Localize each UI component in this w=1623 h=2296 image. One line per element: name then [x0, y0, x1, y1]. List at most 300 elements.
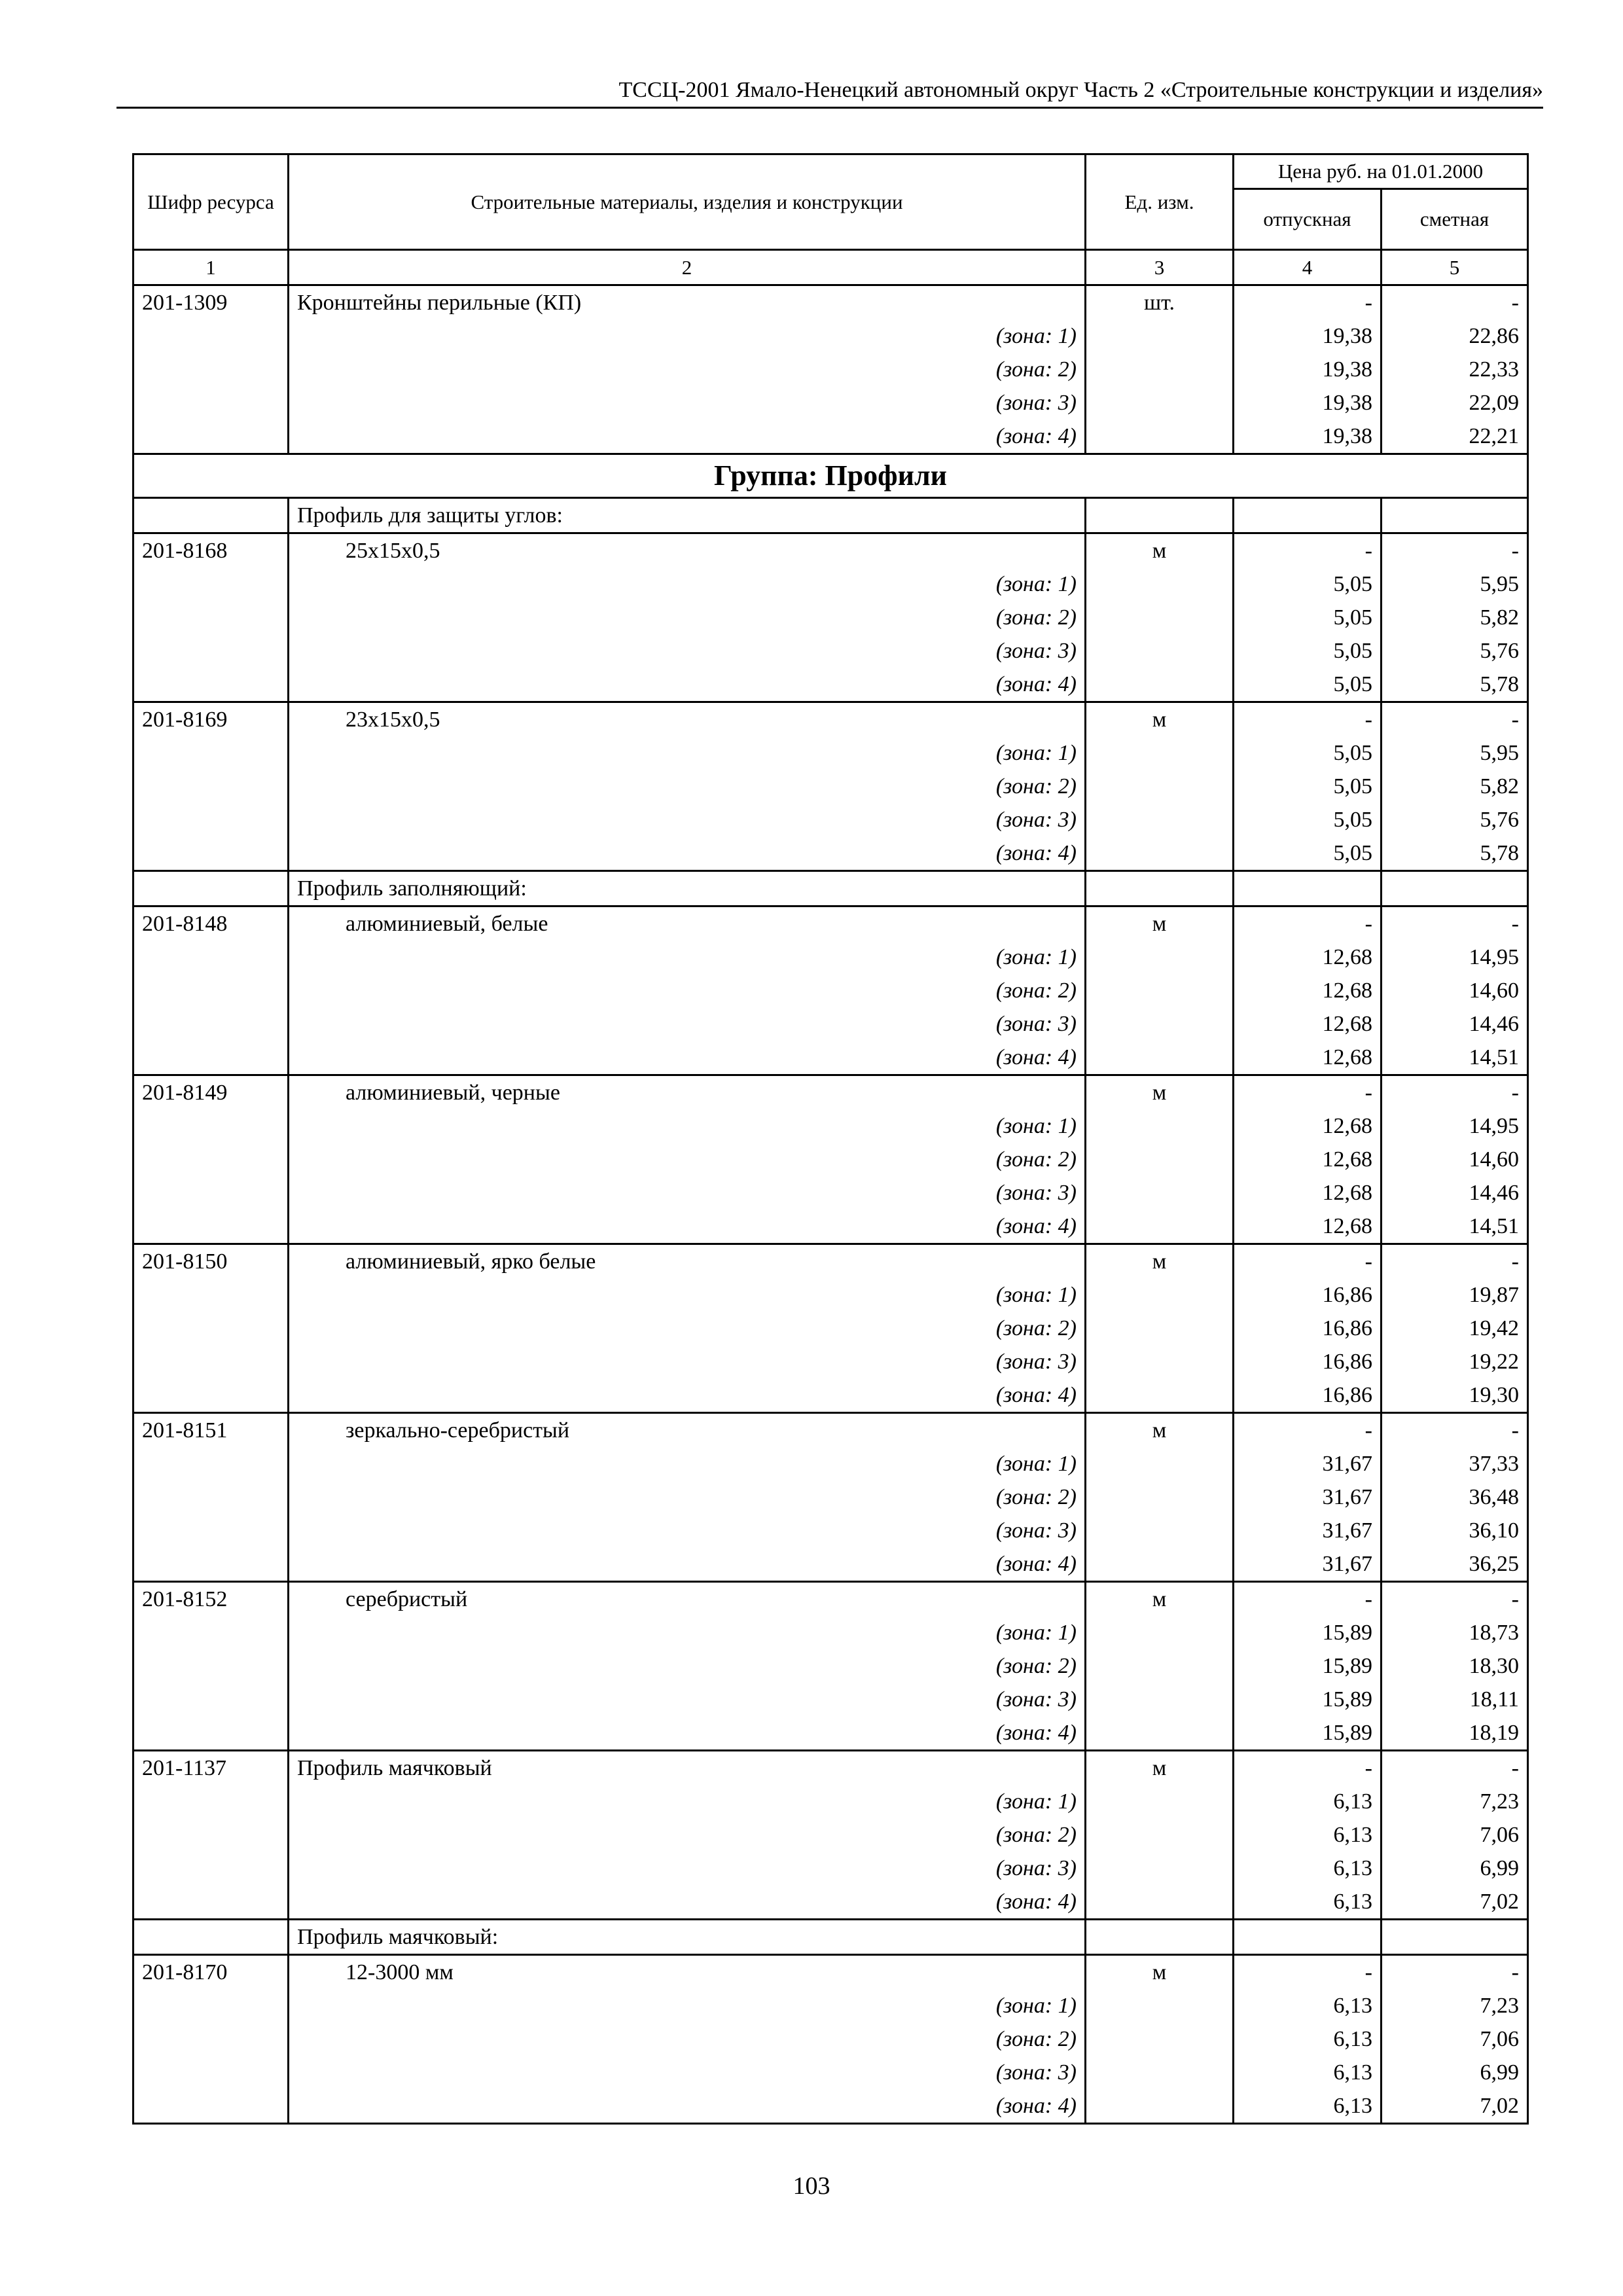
zone-row	[134, 1480, 1528, 1514]
unit-cell	[1086, 2089, 1234, 2124]
zone-label: (зона: 1)	[289, 1109, 1086, 1143]
estimate-price: 5,78	[1382, 836, 1528, 871]
unit-cell	[1086, 601, 1234, 634]
estimate-price: 18,30	[1382, 1649, 1528, 1683]
section-heading-row	[134, 871, 1528, 906]
unit-cell	[1086, 1480, 1234, 1514]
code-cell	[134, 1852, 289, 1885]
zone-label: (зона: 1)	[289, 941, 1086, 974]
price-cell	[1234, 1920, 1382, 1955]
col-number: 2	[289, 250, 1086, 285]
code-cell	[134, 319, 289, 353]
wholesale-price: 12,68	[1234, 1007, 1382, 1041]
zone-label: (зона: 1)	[289, 1616, 1086, 1649]
wholesale-price: 5,05	[1234, 668, 1382, 702]
wholesale-price: 6,13	[1234, 2089, 1382, 2124]
table-row	[134, 1244, 1528, 1279]
code-cell	[134, 1378, 289, 1413]
code-cell	[134, 1818, 289, 1852]
wholesale-price: 16,86	[1234, 1378, 1382, 1413]
code-cell	[134, 736, 289, 770]
unit-cell	[1086, 634, 1234, 668]
unit-cell	[1086, 1818, 1234, 1852]
wholesale-price: 12,68	[1234, 1143, 1382, 1176]
wholesale-price: 15,89	[1234, 1616, 1382, 1649]
page-number: 103	[793, 2172, 830, 2200]
zone-row	[134, 1616, 1528, 1649]
col-header-unit: Ед. изм.	[1086, 154, 1234, 250]
material-name: Профиль маячковый	[289, 1751, 1086, 1785]
code-cell	[134, 1885, 289, 1920]
zone-label: (зона: 4)	[289, 668, 1086, 702]
wholesale-price: 12,68	[1234, 1109, 1382, 1143]
estimate-price: 5,95	[1382, 736, 1528, 770]
zone-row	[134, 319, 1528, 353]
zone-row	[134, 1378, 1528, 1413]
price-cell	[1234, 871, 1382, 906]
zone-row	[134, 1683, 1528, 1716]
code-cell	[134, 1480, 289, 1514]
estimate-price: -	[1382, 533, 1528, 568]
code-cell	[134, 2089, 289, 2124]
col-number: 1	[134, 250, 289, 285]
estimate-price: 19,87	[1382, 1278, 1528, 1312]
wholesale-price: 12,68	[1234, 974, 1382, 1007]
estimate-price: 5,82	[1382, 601, 1528, 634]
zone-row	[134, 1885, 1528, 1920]
table-row	[134, 1751, 1528, 1785]
zone-label: (зона: 1)	[289, 736, 1086, 770]
unit-cell	[1086, 1547, 1234, 1582]
zone-label: (зона: 4)	[289, 1885, 1086, 1920]
estimate-price: -	[1382, 1244, 1528, 1279]
unit-of-measure: м	[1086, 702, 1234, 737]
wholesale-price: 19,38	[1234, 420, 1382, 454]
unit-cell	[1086, 1007, 1234, 1041]
zone-label: (зона: 4)	[289, 2089, 1086, 2124]
wholesale-price: 5,05	[1234, 567, 1382, 601]
estimate-price: 6,99	[1382, 2056, 1528, 2089]
zone-label: (зона: 1)	[289, 1447, 1086, 1480]
group-row	[134, 454, 1528, 498]
unit-cell	[1086, 1345, 1234, 1378]
wholesale-price: 31,67	[1234, 1447, 1382, 1480]
unit-cell	[1086, 1041, 1234, 1075]
code-cell	[134, 1312, 289, 1345]
code-cell	[134, 1683, 289, 1716]
material-name: 25х15х0,5	[289, 533, 1086, 568]
estimate-price: 18,19	[1382, 1716, 1528, 1751]
zone-row	[134, 353, 1528, 386]
estimate-price: 7,23	[1382, 1989, 1528, 2022]
zone-label: (зона: 1)	[289, 567, 1086, 601]
estimate-price: 14,95	[1382, 941, 1528, 974]
unit-cell	[1086, 1210, 1234, 1244]
material-name: 23х15х0,5	[289, 702, 1086, 737]
zone-label: (зона: 2)	[289, 1143, 1086, 1176]
unit-cell	[1086, 1109, 1234, 1143]
code-cell	[134, 1616, 289, 1649]
wholesale-price: -	[1234, 1244, 1382, 1279]
estimate-price: 5,78	[1382, 668, 1528, 702]
zone-row	[134, 1109, 1528, 1143]
estimate-price: -	[1382, 1955, 1528, 1990]
zone-row	[134, 1007, 1528, 1041]
zone-label: (зона: 3)	[289, 1852, 1086, 1885]
estimate-price: 14,51	[1382, 1210, 1528, 1244]
estimate-price: -	[1382, 1751, 1528, 1785]
estimate-price: 14,46	[1382, 1007, 1528, 1041]
estimate-price: 36,10	[1382, 1514, 1528, 1547]
price-cell	[1234, 498, 1382, 533]
table-row	[134, 533, 1528, 568]
wholesale-price: -	[1234, 1582, 1382, 1617]
zone-label: (зона: 4)	[289, 1378, 1086, 1413]
zone-row	[134, 386, 1528, 420]
estimate-price: 36,48	[1382, 1480, 1528, 1514]
zone-row	[134, 2056, 1528, 2089]
zone-row	[134, 1716, 1528, 1751]
code-cell	[134, 420, 289, 454]
unit-cell	[1086, 420, 1234, 454]
estimate-price: 5,95	[1382, 567, 1528, 601]
zone-row	[134, 1447, 1528, 1480]
material-name: зеркально-серебристый	[289, 1413, 1086, 1448]
code-cell	[134, 803, 289, 836]
estimate-price: 18,73	[1382, 1616, 1528, 1649]
code-cell	[134, 1514, 289, 1547]
section-heading-row	[134, 498, 1528, 533]
wholesale-price: -	[1234, 1075, 1382, 1110]
price-table	[132, 153, 1529, 2125]
zone-label: (зона: 2)	[289, 1480, 1086, 1514]
table-row	[134, 702, 1528, 737]
wholesale-price: 6,13	[1234, 1785, 1382, 1818]
zone-row	[134, 668, 1528, 702]
estimate-price: 19,42	[1382, 1312, 1528, 1345]
wholesale-price: 31,67	[1234, 1480, 1382, 1514]
table-row	[134, 1955, 1528, 1990]
code-cell	[134, 1785, 289, 1818]
table-row	[134, 906, 1528, 941]
code-cell	[134, 1920, 289, 1955]
zone-label: (зона: 4)	[289, 1547, 1086, 1582]
zone-row	[134, 1278, 1528, 1312]
unit-of-measure: м	[1086, 1751, 1234, 1785]
unit-cell	[1086, 1312, 1234, 1345]
unit-cell	[1086, 1852, 1234, 1885]
resource-code: 201-8169	[134, 702, 289, 737]
unit-of-measure: м	[1086, 1955, 1234, 1990]
zone-label: (зона: 3)	[289, 2056, 1086, 2089]
zone-label: (зона: 2)	[289, 1818, 1086, 1852]
col-header-code: Шифр ресурса	[134, 154, 289, 250]
wholesale-price: -	[1234, 1413, 1382, 1448]
zone-label: (зона: 1)	[289, 1785, 1086, 1818]
estimate-price: 19,30	[1382, 1378, 1528, 1413]
section-heading: Профиль заполняющий:	[289, 871, 1086, 906]
code-cell	[134, 941, 289, 974]
resource-code: 201-8152	[134, 1582, 289, 1617]
unit-cell	[1086, 2056, 1234, 2089]
code-cell	[134, 1109, 289, 1143]
zone-label: (зона: 2)	[289, 974, 1086, 1007]
code-cell	[134, 498, 289, 533]
estimate-price: 36,25	[1382, 1547, 1528, 1582]
unit-cell	[1086, 770, 1234, 803]
zone-label: (зона: 3)	[289, 1176, 1086, 1210]
code-cell	[134, 2022, 289, 2056]
price-cell	[1382, 498, 1528, 533]
resource-code: 201-8170	[134, 1955, 289, 1990]
wholesale-price: 15,89	[1234, 1683, 1382, 1716]
estimate-price: -	[1382, 906, 1528, 941]
table-row	[134, 1582, 1528, 1617]
unit-cell	[1086, 1447, 1234, 1480]
unit-cell	[1086, 1649, 1234, 1683]
wholesale-price: 16,86	[1234, 1278, 1382, 1312]
wholesale-price: 6,13	[1234, 1852, 1382, 1885]
zone-label: (зона: 1)	[289, 1989, 1086, 2022]
zone-label: (зона: 3)	[289, 634, 1086, 668]
estimate-price: 7,02	[1382, 1885, 1528, 1920]
estimate-price: -	[1382, 1582, 1528, 1617]
code-cell	[134, 770, 289, 803]
wholesale-price: 16,86	[1234, 1312, 1382, 1345]
wholesale-price: 16,86	[1234, 1345, 1382, 1378]
zone-label: (зона: 4)	[289, 1210, 1086, 1244]
zone-row	[134, 1989, 1528, 2022]
zone-label: (зона: 1)	[289, 319, 1086, 353]
wholesale-price: 31,67	[1234, 1547, 1382, 1582]
zone-row	[134, 1176, 1528, 1210]
estimate-price: -	[1382, 285, 1528, 320]
unit-cell	[1086, 668, 1234, 702]
zone-row	[134, 567, 1528, 601]
estimate-price: 14,60	[1382, 1143, 1528, 1176]
unit-cell	[1086, 1920, 1234, 1955]
code-cell	[134, 1176, 289, 1210]
estimate-price: 22,21	[1382, 420, 1528, 454]
section-heading: Профиль маячковый:	[289, 1920, 1086, 1955]
wholesale-price: 31,67	[1234, 1514, 1382, 1547]
unit-cell	[1086, 1378, 1234, 1413]
unit-cell	[1086, 803, 1234, 836]
estimate-price: -	[1382, 1075, 1528, 1110]
zone-row	[134, 2022, 1528, 2056]
price-cell	[1382, 1920, 1528, 1955]
unit-cell	[1086, 1989, 1234, 2022]
unit-of-measure: шт.	[1086, 285, 1234, 320]
unit-cell	[1086, 567, 1234, 601]
wholesale-price: 15,89	[1234, 1716, 1382, 1751]
code-cell	[134, 386, 289, 420]
zone-label: (зона: 3)	[289, 1345, 1086, 1378]
wholesale-price: -	[1234, 1955, 1382, 1990]
code-cell	[134, 1143, 289, 1176]
wholesale-price: 6,13	[1234, 1989, 1382, 2022]
code-cell	[134, 353, 289, 386]
zone-label: (зона: 2)	[289, 353, 1086, 386]
material-name: серебристый	[289, 1582, 1086, 1617]
resource-code: 201-8168	[134, 533, 289, 568]
wholesale-price: 5,05	[1234, 601, 1382, 634]
unit-cell	[1086, 1514, 1234, 1547]
wholesale-price: -	[1234, 1751, 1382, 1785]
unit-of-measure: м	[1086, 1582, 1234, 1617]
zone-label: (зона: 3)	[289, 386, 1086, 420]
unit-cell	[1086, 1176, 1234, 1210]
unit-cell	[1086, 736, 1234, 770]
code-cell	[134, 1989, 289, 2022]
estimate-price: 5,76	[1382, 803, 1528, 836]
zone-row	[134, 1210, 1528, 1244]
code-cell	[134, 1447, 289, 1480]
section-heading: Профиль для защиты углов:	[289, 498, 1086, 533]
resource-code: 201-8148	[134, 906, 289, 941]
estimate-price: 5,76	[1382, 634, 1528, 668]
col-header-price: Цена руб. на 01.01.2000	[1234, 154, 1528, 189]
code-cell	[134, 1649, 289, 1683]
zone-label: (зона: 2)	[289, 1312, 1086, 1345]
resource-code: 201-1309	[134, 285, 289, 320]
material-name: 12-3000 мм	[289, 1955, 1086, 1990]
zone-label: (зона: 4)	[289, 1716, 1086, 1751]
zone-row	[134, 736, 1528, 770]
unit-cell	[1086, 941, 1234, 974]
table-row	[134, 1413, 1528, 1448]
estimate-price: 22,86	[1382, 319, 1528, 353]
code-cell	[134, 1345, 289, 1378]
code-cell	[134, 2056, 289, 2089]
unit-cell	[1086, 871, 1234, 906]
wholesale-price: 19,38	[1234, 386, 1382, 420]
estimate-price: 37,33	[1382, 1447, 1528, 1480]
wholesale-price: 12,68	[1234, 1176, 1382, 1210]
unit-cell	[1086, 1885, 1234, 1920]
zone-row	[134, 974, 1528, 1007]
zone-row	[134, 1649, 1528, 1683]
zone-row	[134, 601, 1528, 634]
unit-cell	[1086, 1278, 1234, 1312]
code-cell	[134, 1278, 289, 1312]
table-row	[134, 285, 1528, 320]
wholesale-price: 5,05	[1234, 803, 1382, 836]
estimate-price: 19,22	[1382, 1345, 1528, 1378]
code-cell	[134, 974, 289, 1007]
zone-row	[134, 1852, 1528, 1885]
unit-cell	[1086, 1616, 1234, 1649]
wholesale-price: 12,68	[1234, 1210, 1382, 1244]
unit-of-measure: м	[1086, 1413, 1234, 1448]
zone-label: (зона: 2)	[289, 601, 1086, 634]
estimate-price: 18,11	[1382, 1683, 1528, 1716]
unit-of-measure: м	[1086, 533, 1234, 568]
zone-label: (зона: 1)	[289, 1278, 1086, 1312]
estimate-price: 7,06	[1382, 2022, 1528, 2056]
material-name: алюминиевый, белые	[289, 906, 1086, 941]
zone-label: (зона: 4)	[289, 420, 1086, 454]
resource-code: 201-8151	[134, 1413, 289, 1448]
wholesale-price: 6,13	[1234, 2022, 1382, 2056]
zone-row	[134, 2089, 1528, 2124]
zone-row	[134, 803, 1528, 836]
zone-row	[134, 420, 1528, 454]
estimate-price: 22,33	[1382, 353, 1528, 386]
zone-row	[134, 770, 1528, 803]
unit-of-measure: м	[1086, 1244, 1234, 1279]
zone-row	[134, 1312, 1528, 1345]
wholesale-price: 6,13	[1234, 2056, 1382, 2089]
code-cell	[134, 1547, 289, 1582]
code-cell	[134, 1716, 289, 1751]
estimate-price: -	[1382, 702, 1528, 737]
wholesale-price: 19,38	[1234, 319, 1382, 353]
wholesale-price: 5,05	[1234, 736, 1382, 770]
zone-label: (зона: 4)	[289, 836, 1086, 871]
wholesale-price: 6,13	[1234, 1885, 1382, 1920]
zone-label: (зона: 3)	[289, 1514, 1086, 1547]
unit-cell	[1086, 319, 1234, 353]
wholesale-price: -	[1234, 906, 1382, 941]
price-table-body	[134, 285, 1528, 2124]
zone-row	[134, 1547, 1528, 1582]
zone-row	[134, 1143, 1528, 1176]
resource-code: 201-8149	[134, 1075, 289, 1110]
estimate-price: 14,95	[1382, 1109, 1528, 1143]
wholesale-price: -	[1234, 702, 1382, 737]
unit-cell	[1086, 1143, 1234, 1176]
wholesale-price: -	[1234, 533, 1382, 568]
code-cell	[134, 634, 289, 668]
zone-label: (зона: 3)	[289, 1007, 1086, 1041]
material-name: Кронштейны перильные (КП)	[289, 285, 1086, 320]
zone-label: (зона: 2)	[289, 1649, 1086, 1683]
estimate-price: 14,60	[1382, 974, 1528, 1007]
wholesale-price: 12,68	[1234, 941, 1382, 974]
col-number: 5	[1382, 250, 1528, 285]
wholesale-price: -	[1234, 285, 1382, 320]
zone-label: (зона: 3)	[289, 1683, 1086, 1716]
unit-cell	[1086, 498, 1234, 533]
table-row	[134, 1075, 1528, 1110]
wholesale-price: 12,68	[1234, 1041, 1382, 1075]
col-number: 4	[1234, 250, 1382, 285]
code-cell	[134, 1041, 289, 1075]
price-cell	[1382, 871, 1528, 906]
code-cell	[134, 836, 289, 871]
zone-row	[134, 1345, 1528, 1378]
wholesale-price: 5,05	[1234, 770, 1382, 803]
unit-cell	[1086, 974, 1234, 1007]
zone-label: (зона: 2)	[289, 2022, 1086, 2056]
estimate-price: 7,23	[1382, 1785, 1528, 1818]
unit-cell	[1086, 386, 1234, 420]
estimate-price: 7,06	[1382, 1818, 1528, 1852]
code-cell	[134, 567, 289, 601]
resource-code: 201-1137	[134, 1751, 289, 1785]
estimate-price: 14,46	[1382, 1176, 1528, 1210]
zone-row	[134, 634, 1528, 668]
group-title: Группа: Профили	[134, 454, 1528, 498]
col-header-estimate: сметная	[1382, 189, 1528, 250]
document-header: ТССЦ-2001 Ямало-Ненецкий автономный округ Часть 2 «Строительные конструкции и изделия»	[116, 77, 1543, 109]
zone-label: (зона: 4)	[289, 1041, 1086, 1075]
wholesale-price: 5,05	[1234, 836, 1382, 871]
zone-row	[134, 1818, 1528, 1852]
estimate-price: 22,09	[1382, 386, 1528, 420]
section-heading-row	[134, 1920, 1528, 1955]
